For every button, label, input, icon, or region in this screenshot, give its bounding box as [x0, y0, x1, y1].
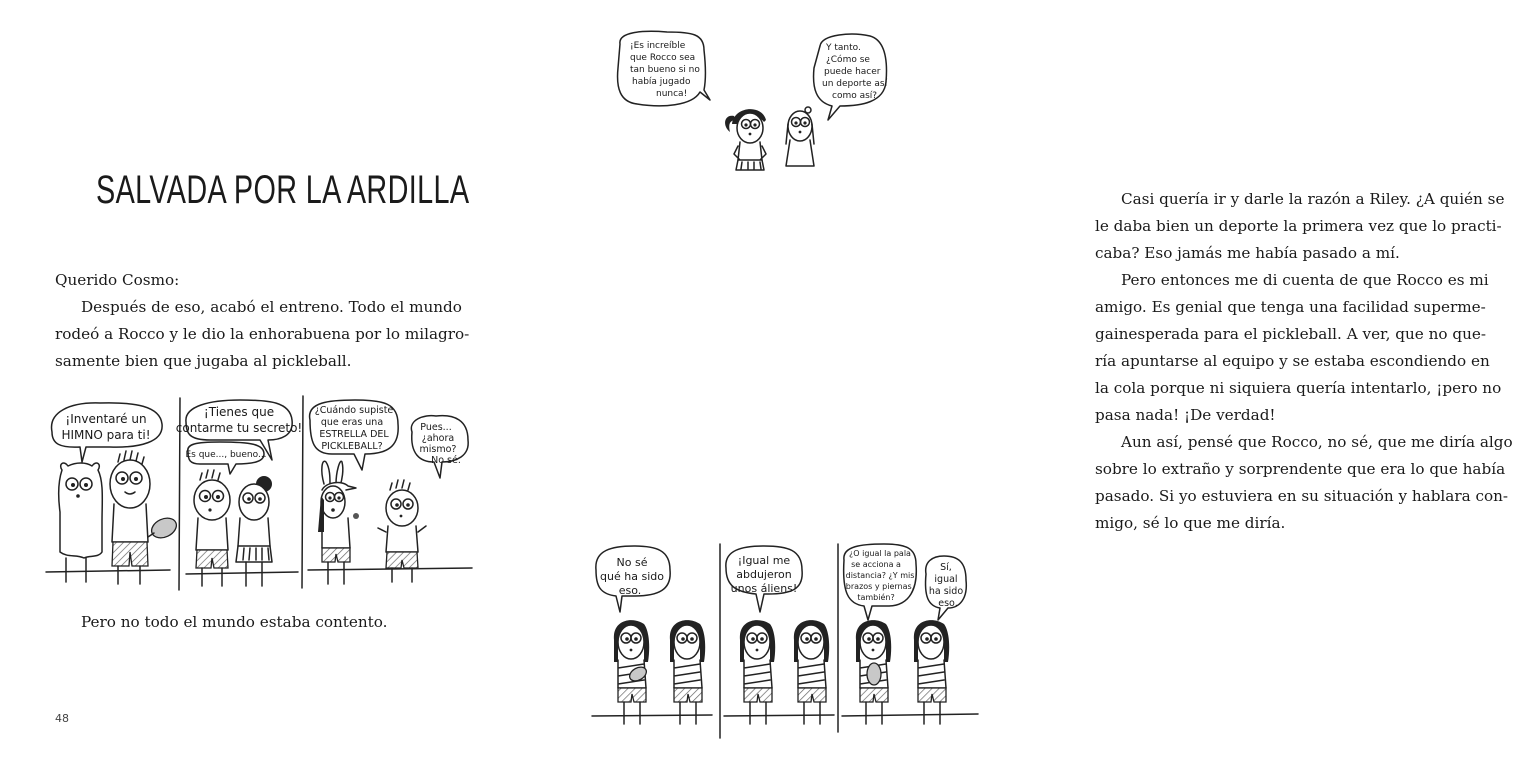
- right-body-text: [1095, 186, 1513, 537]
- bubble-text: ¡Inventaré un: [65, 412, 147, 426]
- bubble-text: ¡Igual me: [737, 554, 791, 567]
- speech-bubble: [618, 31, 710, 105]
- bubble-text: unos áliens!: [730, 582, 798, 595]
- girl-character: [786, 107, 814, 166]
- comic-panel-1: [592, 546, 712, 724]
- bubble-text: puede hacer: [824, 67, 881, 77]
- bubble-text: Sí,: [940, 562, 952, 573]
- bubble-text: qué ha sido: [600, 570, 664, 583]
- speech-bubble: [185, 442, 266, 474]
- bubble-text: eso.: [618, 584, 642, 597]
- bubble-text: No sé.: [431, 455, 461, 466]
- bubble-text: distancia? ¿Y mis: [845, 571, 915, 580]
- riley-character: [236, 476, 272, 586]
- comic-panel-3: [308, 400, 472, 584]
- bubble-text: brazos y piernas,: [845, 582, 915, 591]
- girl-character-2: [670, 620, 705, 724]
- text-line: ría apuntarse al equipo y se estaba escondiendo en: [1095, 352, 1490, 370]
- text-line: samente bien que jugaba al pickleball.: [55, 352, 352, 370]
- bubble-text: igual: [934, 574, 958, 585]
- bubble-text: Pues...: [420, 422, 452, 433]
- rocco-character: [194, 470, 230, 586]
- bubble-text: ¡Tienes que: [203, 405, 275, 419]
- bubble-text: ha sido: [928, 586, 964, 597]
- page-number: 48: [55, 712, 69, 725]
- panel-divider: [302, 396, 303, 588]
- bubble-text: ESTRELLA DEL: [319, 429, 389, 440]
- left-comic-strip: [40, 392, 470, 592]
- bubble-text: Y tanto.: [826, 43, 861, 53]
- bubble-text: un deporte así: [822, 79, 888, 89]
- speech-bubble: [926, 556, 967, 620]
- left-closing-text: [55, 609, 440, 636]
- bubble-text: PICKLEBALL?: [321, 441, 383, 452]
- bubble-text: contarme tu secreto!: [175, 421, 303, 435]
- speech-bubble: [844, 544, 917, 620]
- bubble-text: nunca!: [656, 89, 688, 99]
- text-line: migo, sé lo que me diría.: [1095, 514, 1286, 532]
- text-line: caba? Eso jamás me había pasado a mí.: [1095, 244, 1400, 262]
- comic-panel-2: [176, 400, 302, 586]
- bubble-text: que eras una: [320, 417, 384, 428]
- girl-character-2: [914, 620, 949, 724]
- bubble-text: HIMNO para ti!: [61, 428, 151, 442]
- bubble-text: mismo?: [419, 444, 457, 455]
- comic-panel-3: [842, 544, 978, 724]
- left-page: [0, 0, 512, 759]
- text-line: Pero entonces me di cuenta de que Rocco es mi: [1121, 271, 1489, 289]
- comic-panel-1: [46, 403, 180, 584]
- closing-line: Pero no todo el mundo estaba contento.: [81, 613, 388, 631]
- text-line: le daba bien un deporte la primera vez que lo practi-: [1095, 217, 1502, 235]
- right-page: [512, 0, 1513, 759]
- bubble-text: ¿O igual la pala: [849, 549, 911, 558]
- text-line: Después de eso, acabó el entreno. Todo el mundo: [81, 298, 462, 316]
- bubble-text: que Rocco sea: [630, 53, 696, 63]
- speech-bubble: [411, 416, 468, 478]
- girl-character-2: [794, 620, 829, 724]
- squirrel-character: [59, 463, 103, 582]
- bottom-comic-strip: [592, 540, 992, 740]
- text-line: rodeó a Rocco y le dio la enhorabuena por lo milagro-: [55, 325, 470, 343]
- bubble-text: tan bueno si no: [630, 65, 700, 75]
- text-line: Casi quería ir y darle la razón a Riley. ¿A quién se: [1121, 190, 1505, 208]
- top-comic: [612, 28, 902, 168]
- speech-bubble: [310, 400, 399, 470]
- speech-bubble: [814, 34, 888, 120]
- bubble-text: eso.: [938, 598, 958, 609]
- speech-bubble: [52, 403, 163, 462]
- left-body-text: [55, 267, 470, 375]
- text-line: amigo. Es genial que tenga una facilidad superme-: [1095, 298, 1486, 316]
- bubble-text: ¿Cuándo supiste: [314, 405, 394, 416]
- bubble-text: ¿ahora: [421, 433, 455, 444]
- text-line: pasa nada! ¡De verdad!: [1095, 406, 1276, 424]
- text-line: la cola porque ni siquiera quería intentarlo, ¡pero no: [1095, 379, 1502, 397]
- text-line: pasado. Si yo estuviera en su situación y hablara con-: [1095, 487, 1509, 505]
- salutation: Querido Cosmo:: [55, 271, 180, 289]
- speech-bubble: [596, 546, 670, 612]
- speech-bubble: [726, 546, 802, 612]
- bubble-text: también?: [857, 593, 895, 602]
- text-line: Aun así, pensé que Rocco, no sé, que me diría algo: [1121, 433, 1513, 451]
- bubble-text: abdujeron: [736, 568, 792, 581]
- girl-character-1: [614, 620, 649, 724]
- text-line: gainesperada para el pickleball. A ver, que no que-: [1095, 325, 1487, 343]
- bubble-text: se acciona a: [851, 560, 901, 569]
- bunny-character: [318, 461, 359, 584]
- bubble-text: No sé: [616, 556, 648, 569]
- bubble-text: ¿Cómo se: [826, 55, 870, 65]
- chapter-title: SALVADA POR LA ARDILLA: [96, 168, 470, 212]
- rocco-character: [110, 451, 180, 584]
- comic-panel-2: [724, 546, 834, 724]
- bubble-text: como así?: [832, 91, 878, 101]
- girl-character-1: [856, 620, 891, 724]
- riley-character: [725, 109, 766, 170]
- bubble-text: Es que..., bueno...: [185, 450, 267, 460]
- girl-character-1: [740, 620, 775, 724]
- bubble-text: había jugado: [632, 77, 691, 87]
- text-line: sobre lo extraño y sorprendente que era lo que había: [1095, 460, 1506, 478]
- bubble-text: ¡Es increíble: [630, 41, 686, 51]
- rocco-character: [378, 480, 426, 582]
